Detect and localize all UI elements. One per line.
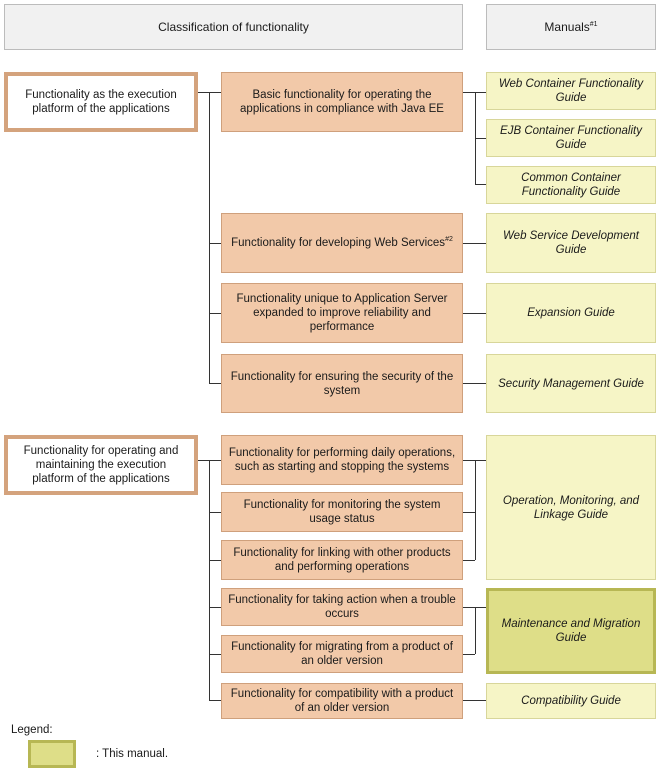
manual-label: Operation, Monitoring, and Linkage Guide (502, 494, 640, 521)
function-label: Functionality for developing Web Services$^{\#2}$ (231, 236, 453, 249)
function-label: Functionality for linking with other products and performing operations (233, 547, 451, 573)
connector (463, 512, 475, 513)
manual-web-service-development (486, 213, 656, 273)
function-monitoring (221, 492, 463, 532)
legend-swatch (28, 740, 76, 768)
function-label: Functionality for ensuring the security of the system (230, 370, 454, 397)
function-basic-java-ee (221, 72, 463, 132)
function-daily-operations (221, 435, 463, 485)
function-security (221, 354, 463, 413)
category-execution-platform (4, 72, 198, 132)
legend-this-manual: : This manual. (96, 748, 169, 760)
manual-compatibility (486, 683, 656, 719)
manual-label: Web Container Functionality Guide (498, 78, 644, 104)
footnote-2: #2 (445, 236, 453, 244)
function-migrating (221, 635, 463, 673)
function-web-services (221, 213, 463, 273)
connector (463, 560, 475, 561)
connector (209, 700, 221, 701)
manual-maintenance-migration (486, 588, 656, 674)
manual-label: EJB Container Functionality Guide (500, 125, 642, 151)
category-operating-maintaining (4, 435, 198, 495)
function-label: Functionality unique to Application Server expanded to improve reliability and performance (236, 293, 448, 333)
connector (209, 654, 221, 655)
legend-title: Legend: (11, 724, 53, 736)
connector (209, 607, 221, 608)
header-classification-label: Classification of functionality (158, 20, 309, 34)
manual-common-container (486, 166, 656, 204)
function-compatibility (221, 683, 463, 719)
manual-label: Web Service Development Guide (503, 230, 639, 256)
function-label: Functionality for migrating from a product of an older version (231, 641, 453, 667)
function-reliability-performance (221, 283, 463, 343)
footnote-1: #1 (589, 21, 598, 28)
header-manuals (486, 4, 656, 50)
function-trouble (221, 588, 463, 626)
manual-security-management (486, 354, 656, 413)
connector (475, 138, 486, 139)
manual-label: Compatibility Guide (521, 695, 621, 707)
connector (475, 184, 486, 185)
category-label: Functionality for operating and maintaining the execution platform of the applications (23, 445, 179, 485)
connector (463, 313, 486, 314)
header-classification (4, 4, 463, 50)
connector (209, 243, 221, 244)
header-manuals-label: Manuals$^{\#1}$ (544, 20, 598, 34)
manual-label: Security Management Guide (498, 377, 644, 390)
manual-label: Maintenance and Migration Guide (501, 618, 641, 644)
function-label: Basic functionality for operating the applications in compliance with Java EE (240, 89, 444, 115)
connector (463, 243, 486, 244)
connector (209, 92, 210, 383)
connector (209, 383, 221, 384)
connector (209, 460, 210, 700)
function-label: Functionality for taking action when a trouble occurs (228, 594, 456, 620)
connector (463, 700, 486, 701)
connector (209, 313, 221, 314)
function-label: Functionality for performing daily operations, such as starting and stopping the systems (228, 447, 456, 473)
category-label: Functionality as the execution platform of the applications (25, 89, 177, 115)
manual-web-container (486, 72, 656, 110)
manual-ejb-container (486, 119, 656, 157)
function-linking (221, 540, 463, 580)
connector (463, 383, 486, 384)
manual-operation-monitoring-linkage (486, 435, 656, 580)
function-label: Functionality for monitoring the system usage status (243, 499, 441, 525)
connector (463, 654, 475, 655)
connector (475, 460, 476, 560)
connector (475, 607, 476, 654)
function-label: Functionality for compatibility with a product of an older version (230, 688, 454, 714)
manual-label: Common Container Functionality Guide (521, 172, 621, 198)
manual-label: Expansion Guide (527, 307, 615, 319)
connector (209, 560, 221, 561)
manual-expansion (486, 283, 656, 343)
connector (209, 512, 221, 513)
